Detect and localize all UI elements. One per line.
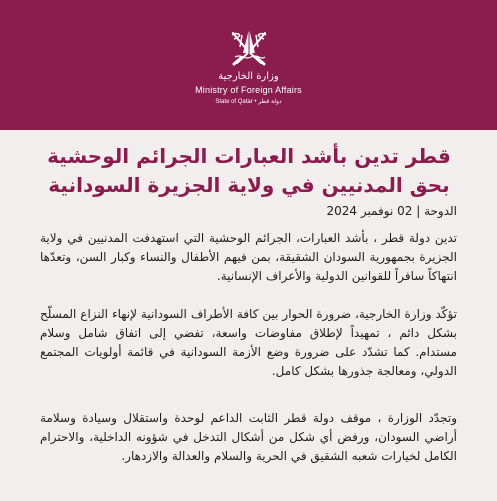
statement-title: قطر تدين بأشد العبارات الجرائم الوحشية بحق المدنيين في ولاية الجزيرة السودانية — [47, 144, 451, 197]
ministry-name-arabic: وزارة الخارجية — [218, 71, 279, 82]
statement-paragraph: تؤكّد وزارة الخارجية، ضرورة الحوار بين كافة الأطراف السودانية لإنهاء النزاع المسلّح بشكل دائم ، تمهيداً لإطلاق مفاوضات واسعة، تفضي إلى اتفاق شامل وسلام مستدام. كما تشدّد على ضرورة وضع الأزمة السودانية في قائمة أولويات المجتمع الدولي، ومعالجة جذورها بشكل كامل. — [40, 307, 457, 378]
statement-paragraph: تدين دولة قطر ، بأشد العبارات، الجرائم الوحشية التي استهدفت المدنيين في ولاية الجزيرة بجمهورية السودان الشقيقة، بمن فيهم الأطفال والنساء وكبار السن، وتعدّها انتهاكاً سافراً للقوانين الدولية والأعراف الإنسانية. — [40, 231, 457, 283]
state-name-english: State of Qatar — [215, 99, 253, 105]
qatar-emblem-icon — [225, 23, 273, 69]
ministry-name-english: Ministry of Foreign Affairs — [195, 85, 302, 95]
state-line: State of Qatar • دولة قطر — [215, 99, 282, 105]
dateline: الدوحة | 02 نوفمبر 2024 — [326, 204, 457, 218]
statement-paragraph: وتجدّد الوزارة ، موقف دولة قطر الثابت الداعم لوحدة واستقلال وسيادة وسلامة أراضي السودان، ورفض أي شكل من أشكال التدخل في شؤونه الداخلية، والاحترام الكامل لخيارات شعبه الشقيق في الحرية والسلام والعدالة والازدهار. — [40, 411, 457, 463]
state-name-arabic: دولة قطر — [258, 99, 282, 105]
ministry-header — [0, 0, 497, 130]
